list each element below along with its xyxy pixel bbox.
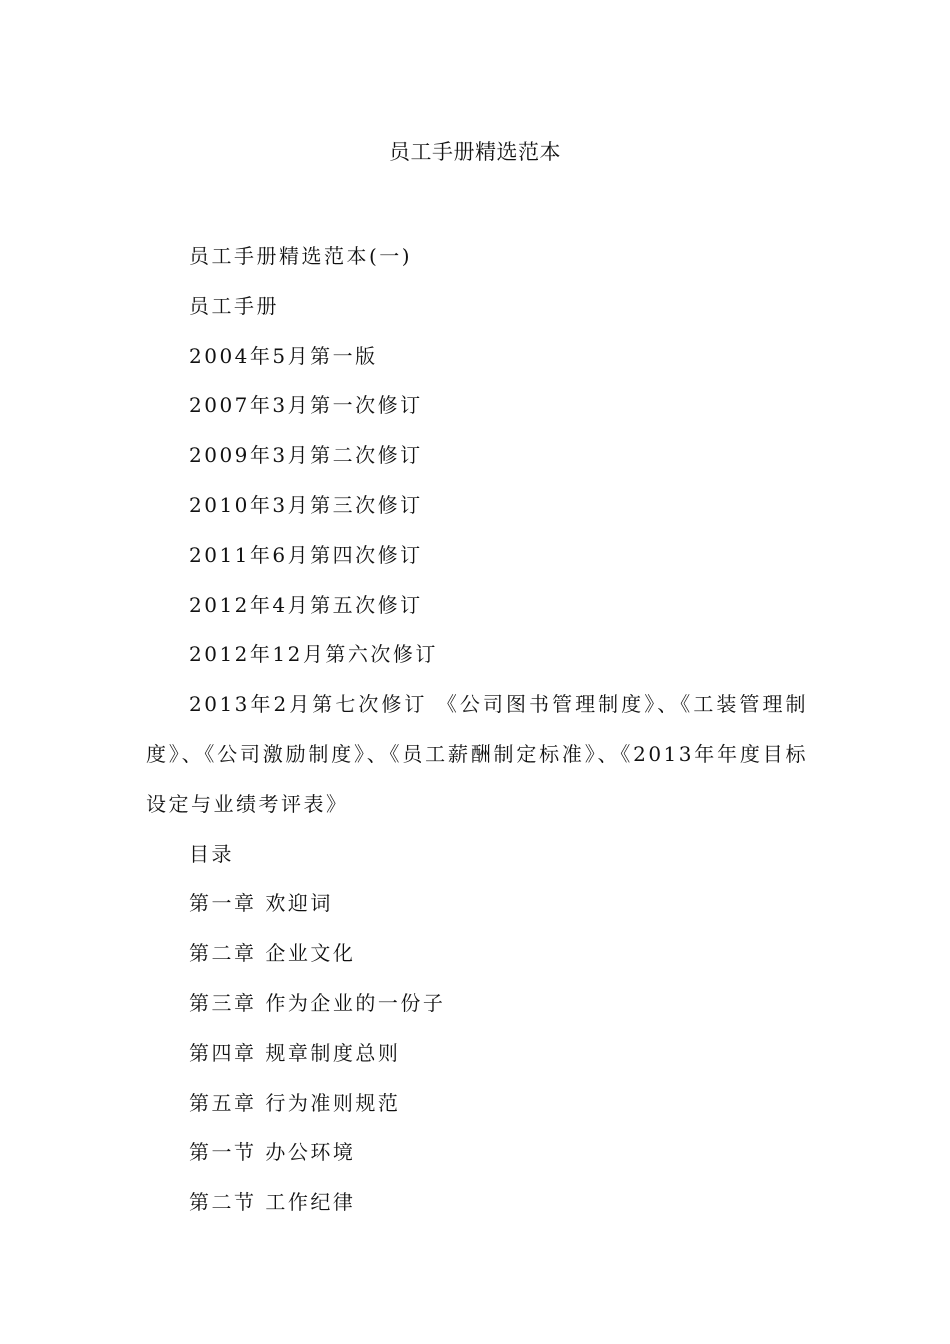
toc-item-chapter-2: 第二章 企业文化	[189, 941, 356, 966]
paragraph-revision-5: 2012年4月第五次修订	[189, 592, 423, 617]
toc-item-chapter-1: 第一章 欢迎词	[189, 891, 333, 916]
document-body	[146, 232, 808, 1228]
paragraph-revision-3: 2010年3月第三次修订	[189, 492, 423, 517]
paragraph-edition: 2004年5月第一版	[189, 343, 378, 368]
toc-item-chapter-4: 第四章 规章制度总则	[189, 1040, 401, 1065]
paragraph-revision-1: 2007年3月第一次修订	[189, 393, 423, 418]
toc-item-section-1: 第一节 办公环境	[189, 1140, 356, 1165]
toc-item-chapter-3: 第三章 作为企业的一份子	[189, 990, 446, 1015]
paragraph-toc-heading: 目录	[189, 841, 234, 866]
paragraph-revision-2: 2009年3月第二次修订	[189, 443, 423, 468]
paragraph-subtitle: 员工手册精选范本(一)	[189, 244, 413, 268]
paragraph-revision-7: 2013年2月第七次修订 《公司图书管理制度》、《工装管理制度》、《公司激励制度》、《员工薪酬制定标准》、《2013年年度目标设定与业绩考评表》	[146, 692, 808, 816]
paragraph-manual-name: 员工手册	[189, 293, 279, 318]
toc-item-section-2: 第二节 工作纪律	[189, 1190, 356, 1215]
paragraph-revision-4: 2011年6月第四次修订	[189, 542, 423, 567]
document-title: 员工手册精选范本	[389, 140, 561, 164]
paragraph-revision-6: 2012年12月第六次修订	[189, 642, 438, 667]
toc-item-chapter-5: 第五章 行为准则规范	[189, 1090, 401, 1115]
